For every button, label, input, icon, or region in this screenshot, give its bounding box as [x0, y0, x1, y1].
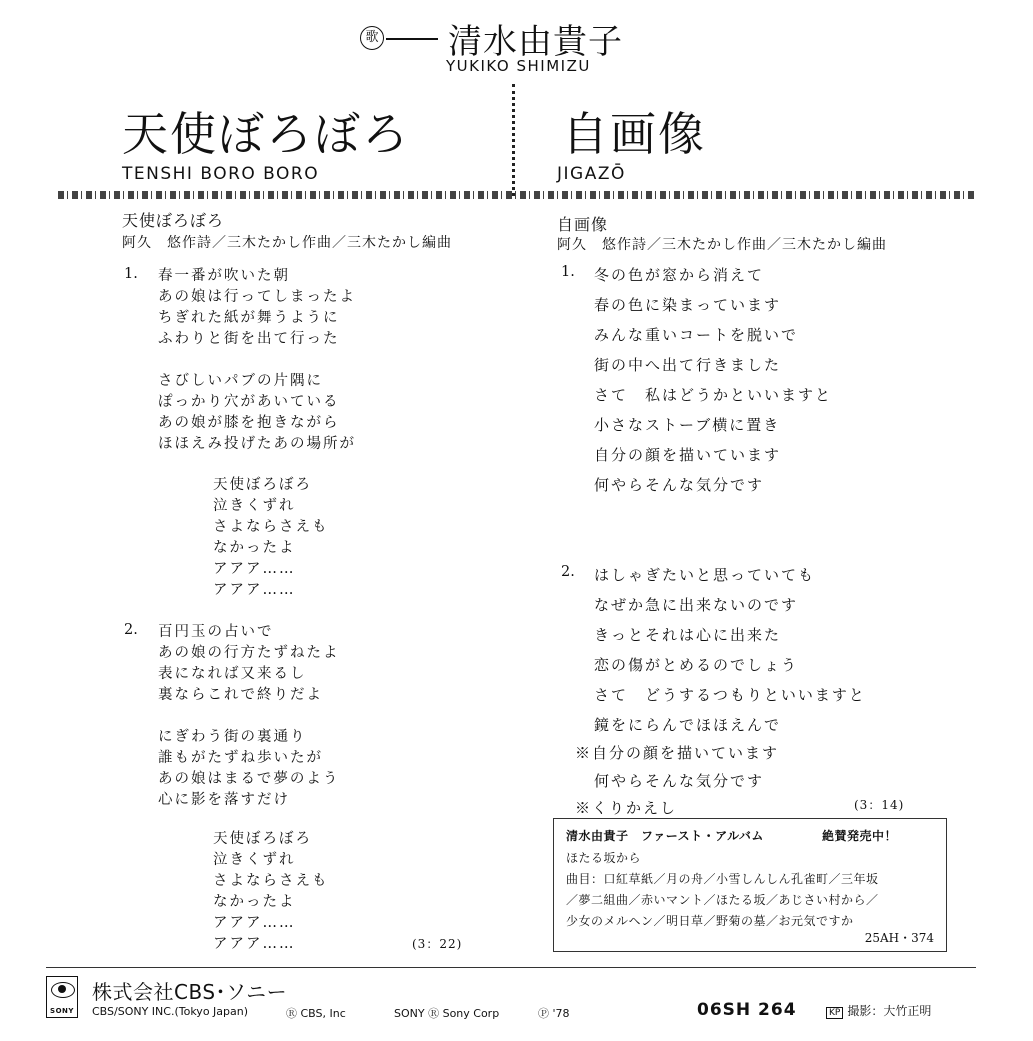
- lyric-line: にぎわう街の裏通り: [158, 729, 307, 745]
- center-divider: [512, 84, 515, 196]
- lyric-line: きっとそれは心に出来た: [594, 626, 782, 644]
- song-a-chorus2: [213, 829, 329, 955]
- song-b-verse2: [594, 560, 866, 740]
- lyric-line: 春の色に染まっています: [594, 296, 782, 314]
- song-b-title: 自画像: [557, 215, 609, 234]
- decorative-rule: [58, 191, 976, 199]
- lyric-line: 表になれば又来るし: [158, 666, 307, 682]
- footer-copyright-3: SONY Ⓡ Sony Corp: [394, 1007, 500, 1020]
- lyric-line: 天使ぼろぼろ: [213, 831, 312, 847]
- album-tracks-line: 少女のメルヘン／明日草／野菊の墓／お元気ですか: [566, 914, 854, 928]
- lyric-line: アアア……: [213, 936, 296, 952]
- lyric-line: あの娘が膝を抱きながら: [158, 415, 340, 431]
- lyric-line: さよならさえも: [213, 519, 329, 535]
- song-a-verse2b: [158, 727, 339, 811]
- dash-divider: [386, 38, 438, 40]
- footer-copyright-1: CBS/SONY INC.(Tokyo Japan): [92, 1005, 249, 1018]
- lyric-line: さて どうするつもりといいますと: [594, 686, 866, 704]
- album-title: ほたる坂から: [566, 851, 642, 865]
- lyric-line: あの娘の行方たずねたよ: [158, 645, 340, 661]
- lyric-line: なかったよ: [213, 894, 296, 910]
- song-b-credits: 阿久 悠作詩／三木たかし作曲／三木たかし編曲: [557, 237, 887, 253]
- song-b-repeat-note: ※くりかえし: [575, 799, 678, 817]
- lyric-line: 春一番が吹いた朝: [158, 268, 290, 284]
- lyric-line: ふわりと街を出て行った: [158, 331, 340, 347]
- footer-copyright-4: Ⓟ '78: [538, 1007, 570, 1020]
- lyric-line: 自分の顔を描いています: [594, 446, 782, 464]
- album-heading: 清水由貴子 ファースト・アルバム: [566, 829, 764, 843]
- lyric-line: さびしいパブの片隅に: [158, 373, 323, 389]
- song-a-verse1-number: 1.: [124, 266, 138, 282]
- lyric-line: みんな重いコートを脱いで: [594, 326, 799, 344]
- lyric-line: はしゃぎたいと思っていても: [594, 566, 816, 584]
- song-b-repeat-line: 何やらそんな気分です: [594, 772, 765, 790]
- uta-mark: 歌: [360, 26, 384, 50]
- lyric-line: アアア……: [213, 582, 296, 598]
- side-b-title: 自画像: [562, 107, 706, 161]
- song-b-duration: (3：14): [854, 798, 905, 812]
- lyric-line: 泣きくずれ: [213, 852, 296, 868]
- album-ad-box: [553, 818, 947, 952]
- lyric-line: 百円玉の占いで: [158, 624, 274, 640]
- lyric-line: 裏ならこれで終りだよ: [158, 687, 323, 703]
- lyric-line: 街の中へ出て行きました: [594, 356, 782, 374]
- cbs-sony-logo: [46, 976, 78, 1018]
- lyric-line: なかったよ: [213, 540, 296, 556]
- singer-romaji: YUKIKO SHIMIZU: [446, 57, 591, 75]
- lyric-line: ほほえみ投げたあの場所が: [158, 436, 356, 452]
- lyric-line: あの娘は行ってしまったよ: [158, 289, 356, 305]
- lyric-line: 天使ぼろぼろ: [213, 477, 312, 493]
- lyric-line: 誰もがたずね歩いたが: [158, 750, 323, 766]
- song-b-verse1: [594, 260, 832, 500]
- logo-text: SONY: [50, 1007, 74, 1015]
- kp-mark: KP: [826, 1007, 843, 1019]
- photo-credit: 撮影：大竹正明: [847, 1004, 932, 1018]
- song-b-repeat-marked-line: ※自分の顔を描いています: [575, 744, 780, 762]
- lyric-line: アアア……: [213, 915, 296, 931]
- singer-name: 清水由貴子: [448, 22, 623, 62]
- song-a-title: 天使ぼろぼろ: [122, 211, 225, 230]
- album-promo: 絶賛発売中！: [822, 829, 898, 843]
- lyric-line: なぜか急に出来ないのです: [594, 596, 799, 614]
- cbs-eye-icon: [51, 982, 75, 998]
- lyric-line: あの娘はまるで夢のよう: [158, 771, 340, 787]
- song-a-duration: (3：22): [412, 937, 463, 951]
- footer-rule: [46, 967, 976, 968]
- lyric-line: 何やらそんな気分です: [594, 476, 765, 494]
- song-b-verse1-number: 1.: [561, 264, 575, 280]
- lyric-line: アアア……: [213, 561, 296, 577]
- song-a-verse1: [158, 266, 356, 350]
- company-name: 株式会社CBS･ソニー: [92, 980, 288, 1004]
- song-b-verse2-number: 2.: [561, 564, 575, 580]
- lyric-line: さて 私はどうかといいますと: [594, 386, 833, 404]
- album-tracks-line: ／夢二組曲／赤いマント／ほたる坂／あじさい村から／: [566, 893, 879, 907]
- lyric-line: 恋の傷がとめるのでしょう: [594, 656, 799, 674]
- song-a-credits: 阿久 悠作詩／三木たかし作曲／三木たかし編曲: [122, 235, 452, 251]
- side-b-romaji: JIGAZŌ: [557, 164, 626, 184]
- lyric-line: 冬の色が窓から消えて: [594, 266, 765, 284]
- song-a-verse2-number: 2.: [124, 622, 138, 638]
- album-catalog: 25AH・374: [864, 931, 934, 945]
- lyric-line: ぽっかり穴があいている: [158, 394, 340, 410]
- lyric-line: 心に影を落すだけ: [158, 792, 290, 808]
- song-a-verse1b: [158, 371, 356, 455]
- lyric-line: ちぎれた紙が舞うように: [158, 310, 340, 326]
- lyric-line: 鏡をにらんでほほえんで: [594, 716, 782, 734]
- lyric-line: 泣きくずれ: [213, 498, 296, 514]
- side-a-title: 天使ぼろぼろ: [122, 107, 410, 161]
- catalog-number: 06SH 264: [697, 1000, 797, 1020]
- footer-copyright-2: Ⓡ CBS, Inc: [286, 1007, 346, 1020]
- song-a-verse2: [158, 622, 340, 706]
- song-a-chorus1: [213, 475, 329, 601]
- lyric-line: さよならさえも: [213, 873, 329, 889]
- lyric-line: 小さなストーブ横に置き: [594, 416, 781, 434]
- side-a-romaji: TENSHI BORO BORO: [122, 164, 320, 184]
- photo-credit-row: [826, 1002, 931, 1019]
- album-tracks-line: 曲目：口紅草紙／月の舟／小雪しんしん孔雀町／三年坂: [566, 872, 879, 886]
